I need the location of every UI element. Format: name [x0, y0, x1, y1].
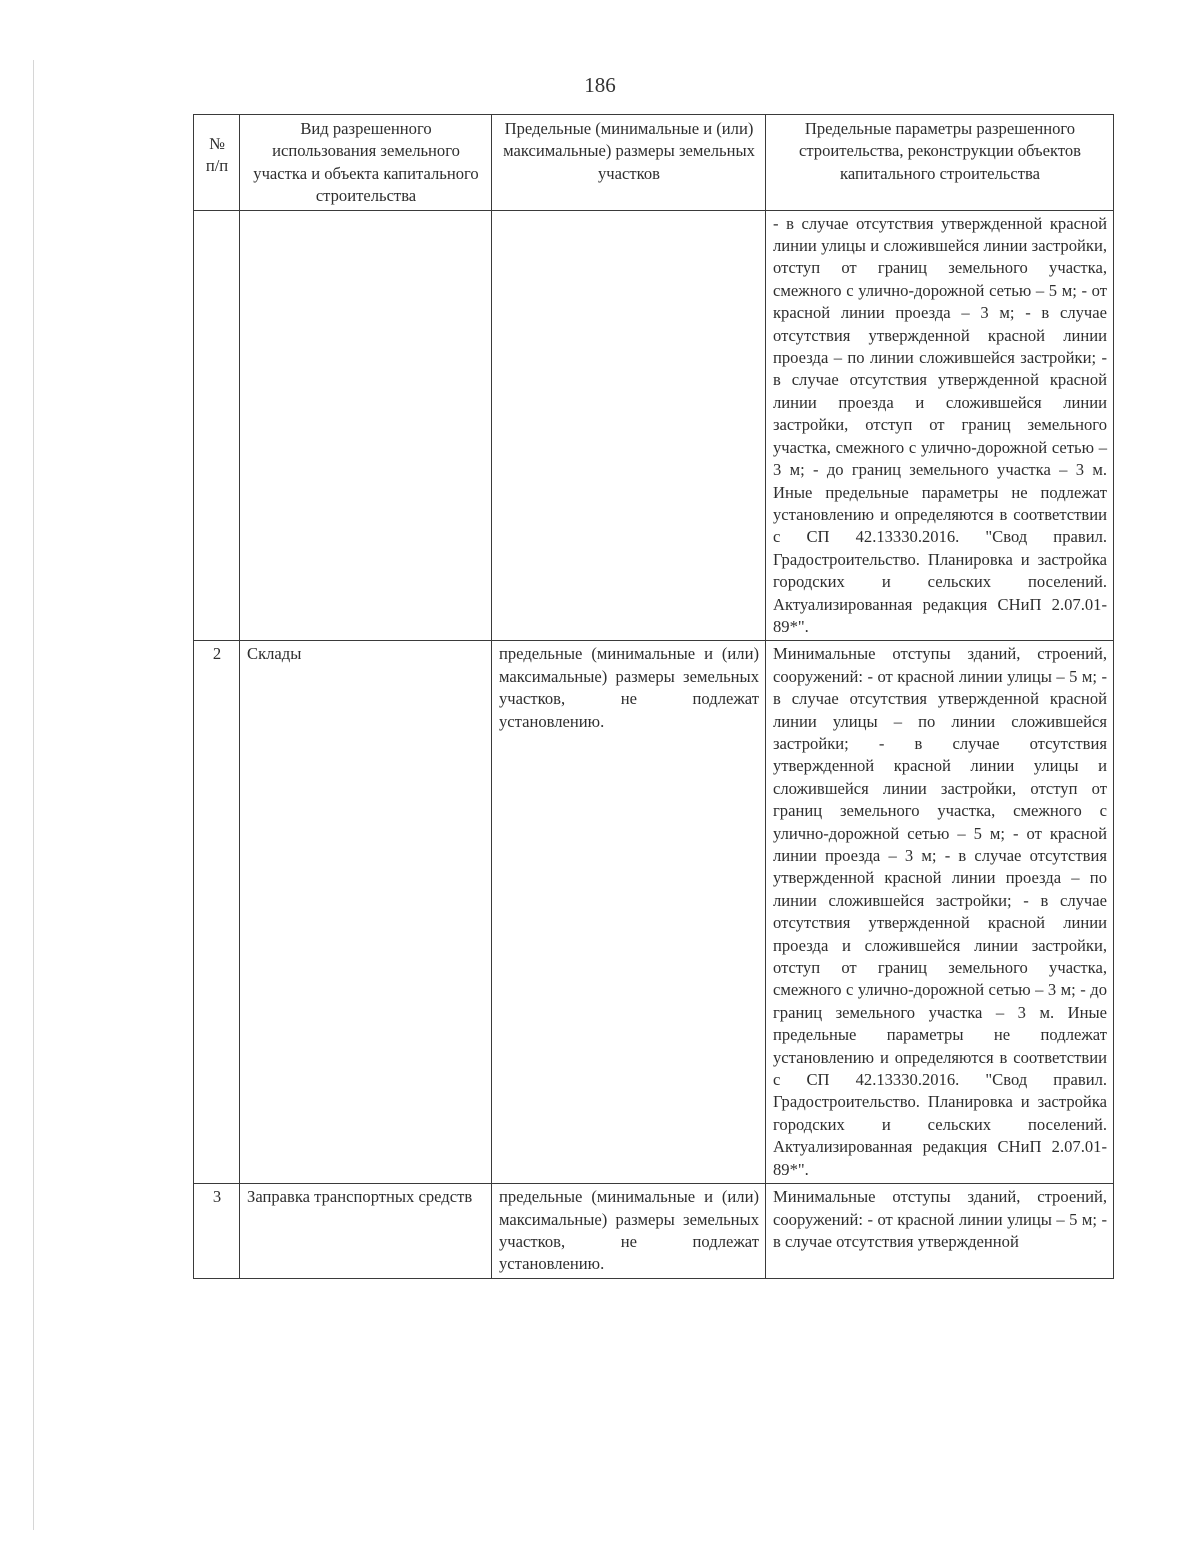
header-plot-size: Предельные (минимальные и (или) максимальные) размеры земельных участков — [492, 115, 766, 211]
table-header-row — [194, 115, 1114, 211]
row-number: 2 — [194, 641, 240, 1184]
page-number: 186 — [584, 73, 616, 97]
row-permitted-use: Склады — [240, 641, 492, 1184]
table-row — [194, 210, 1114, 641]
row-permitted-use — [240, 210, 492, 641]
header-number: № п/п — [194, 115, 240, 211]
row-construction-params: Минимальные отступы зданий, строений, сооружений: - от красной линии улицы – 5 м; - в случае отсутствия утвержденной красной линии улицы – по линии сложившейся застройки; - в случае отсутствия утвержденной красной линии улицы и сложившейся линии застройки, отступ от границ земельного участка, смежного с улично-дорожной сетью – 5 м; - от красной линии проезда – 3 м; - в случае отсутствия утвержденной красной линии проезда – по линии сложившейся застройки; - в случае отсутствия утвержденной красной линии проезда и сложившейся линии застройки, отступ от границ земельного участка, смежного с улично-дорожной сетью – 3 м; - до границ земельного участка – 3 м. Иные предельные параметры не подлежат установлению и определяются в соответствии с СП 42.13330.2016. "Свод правил. Градостроительство. Планировка и застройка городских и сельских поселений. Актуализированная редакция СНиП 2.07.01-89*". — [766, 641, 1114, 1184]
row-permitted-use: Заправка транспортных средств — [240, 1184, 492, 1279]
row-plot-size: предельные (минимальные и (или) максимальные) размеры земельных участков, не подлежат установлению. — [492, 641, 766, 1184]
table-row — [194, 641, 1114, 1184]
row-construction-params: - в случае отсутствия утвержденной красной линии улицы и сложившейся линии застройки, отступ от границ земельного участка, смежного с улично-дорожной сетью – 5 м; - от красной линии проезда – 3 м; - в случае отсутствия утвержденной красной линии проезда – по линии сложившейся застройки; - в случае отсутствия утвержденной красной линии проезда и сложившейся линии застройки, отступ от границ земельного участка, смежного с улично-дорожной сетью – 3 м; - до границ земельного участка – 3 м. Иные предельные параметры не подлежат установлению и определяются в соответствии с СП 42.13330.2016. "Свод правил. Градостроительство. Планировка и застройка городских и сельских поселений. Актуализированная редакция СНиП 2.07.01-89*". — [766, 210, 1114, 641]
row-plot-size: предельные (минимальные и (или) максимальные) размеры земельных участков, не подлежат установлению. — [492, 1184, 766, 1279]
regulations-table — [193, 114, 1114, 1279]
row-number: 3 — [194, 1184, 240, 1279]
row-number — [194, 210, 240, 641]
row-plot-size — [492, 210, 766, 641]
table-row — [194, 1184, 1114, 1279]
header-permitted-use: Вид разрешенного использования земельного участка и объекта капитального строительства — [240, 115, 492, 211]
page-margin-line — [33, 60, 34, 1530]
row-construction-params: Минимальные отступы зданий, строений, сооружений: - от красной линии улицы – 5 м; - в случае отсутствия утвержденной — [766, 1184, 1114, 1279]
header-construction-params: Предельные параметры разрешенного строительства, реконструкции объектов капитального строительства — [766, 115, 1114, 211]
